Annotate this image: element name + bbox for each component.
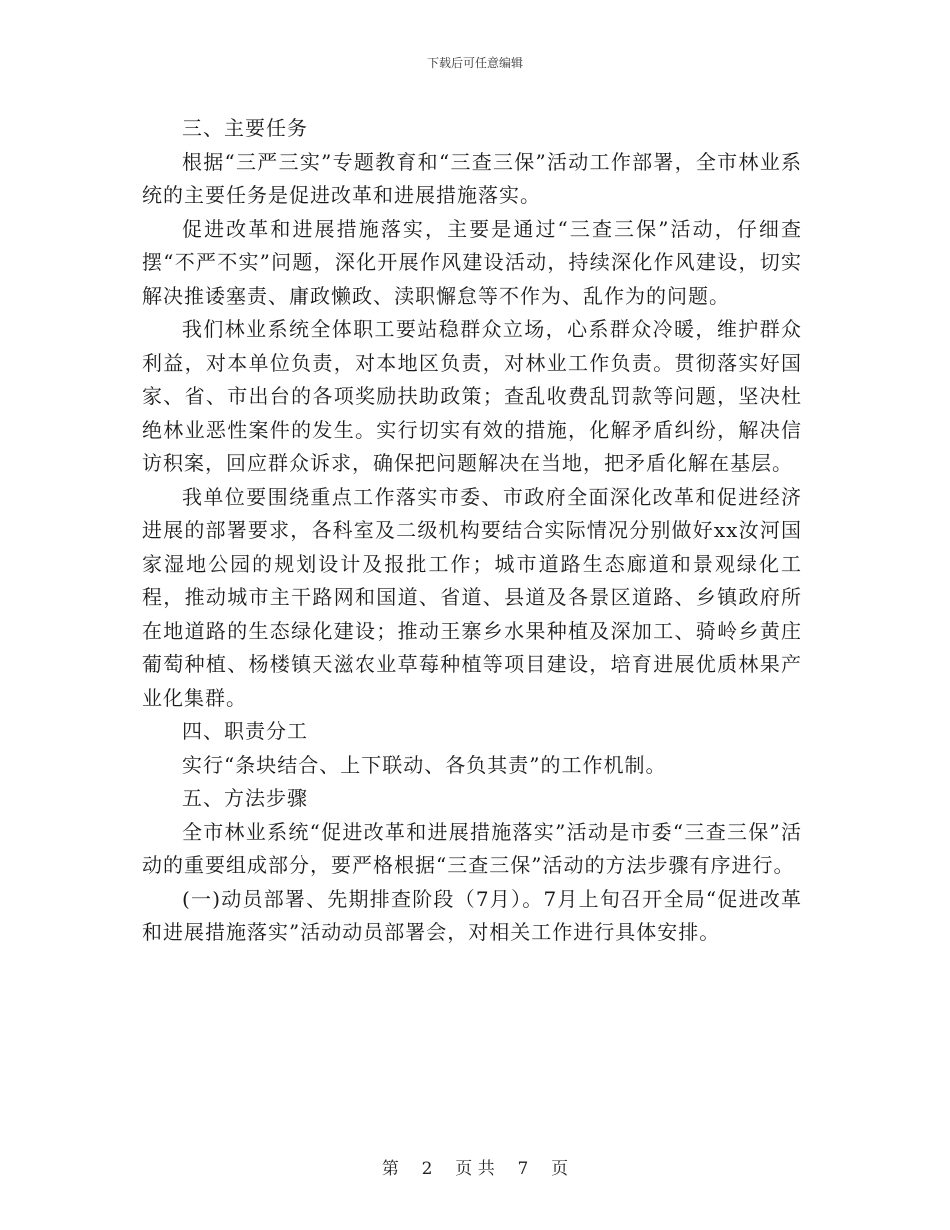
paragraph: 促进改革和进展措施落实，主要是通过“三查三保”活动，仔细查摆“不严不实”问题，深化开展作风建设活动，持续深化作风建设，切实解决推诿塞责、庸政懒政、渎职懈怠等不作为、乱作为的问题。 — [142, 216, 802, 308]
paragraph: 我们林业系统全体职工要站稳群众立场，心系群众冷暖，维护群众利益，对本单位负责，对本地区负责，对林业工作负责。贯彻落实好国家、省、市出台的各项奖励扶助政策；查乱收费乱罚款等问题，坚决杜绝林业恶性案件的发生。实行切实有效的措施，化解矛盾纠纷，解决信访积案，回应群众诉求，确保把问题解决在当地，把矛盾化解在基层。 — [142, 317, 802, 475]
paragraph: 全市林业系统“促进改革和进展措施落实”活动是市委“三查三保”活动的重要组成部分，要严格根据“三查三保”活动的方法步骤有序进行。 — [142, 819, 802, 877]
page-header-note: 下载后可任意编辑 — [426, 56, 523, 70]
section-heading-main-tasks: 三、主要任务 — [182, 116, 308, 140]
section-heading-methods: 五、方法步骤 — [182, 786, 308, 810]
section-heading-responsibilities: 四、职责分工 — [182, 719, 308, 743]
footer-middle: 页 共 — [455, 1159, 495, 1179]
footer-suffix: 页 — [551, 1159, 569, 1179]
paragraph: 根据“三严三实”专题教育和“三查三保”活动工作部署，全市林业系统的主要任务是促进改革和进展措施落实。 — [142, 149, 802, 207]
current-page-number: 2 — [421, 1159, 433, 1179]
footer-prefix: 第 — [381, 1159, 399, 1179]
page-number-footer — [0, 1154, 950, 1179]
document-body — [142, 112, 802, 950]
total-page-number: 7 — [517, 1159, 529, 1179]
paragraph: (一)动员部署、先期排查阶段（7月）。7月上旬召开全局“促进改革和进展措施落实”活动动员部署会，对相关工作进行具体安排。 — [142, 886, 802, 944]
paragraph: 我单位要围绕重点工作落实市委、市政府全面深化改革和促进经济进展的部署要求，各科室及二级机构要结合实际情况分别做好xx汝河国家湿地公园的规划设计及报批工作；城市道路生态廊道和景观绿化工程，推动城市主干路网和国道、省道、县道及各景区道路、乡镇政府所在地道路的生态绿化建设；推动王寨乡水果种植及深加工、骑岭乡黄庄葡萄种植、杨楼镇天滋农业草莓种植等项目建设，培育进展优质林果产业化集群。 — [142, 484, 802, 710]
paragraph: 实行“条块结合、上下联动、各负其责”的工作机制。 — [182, 752, 667, 777]
